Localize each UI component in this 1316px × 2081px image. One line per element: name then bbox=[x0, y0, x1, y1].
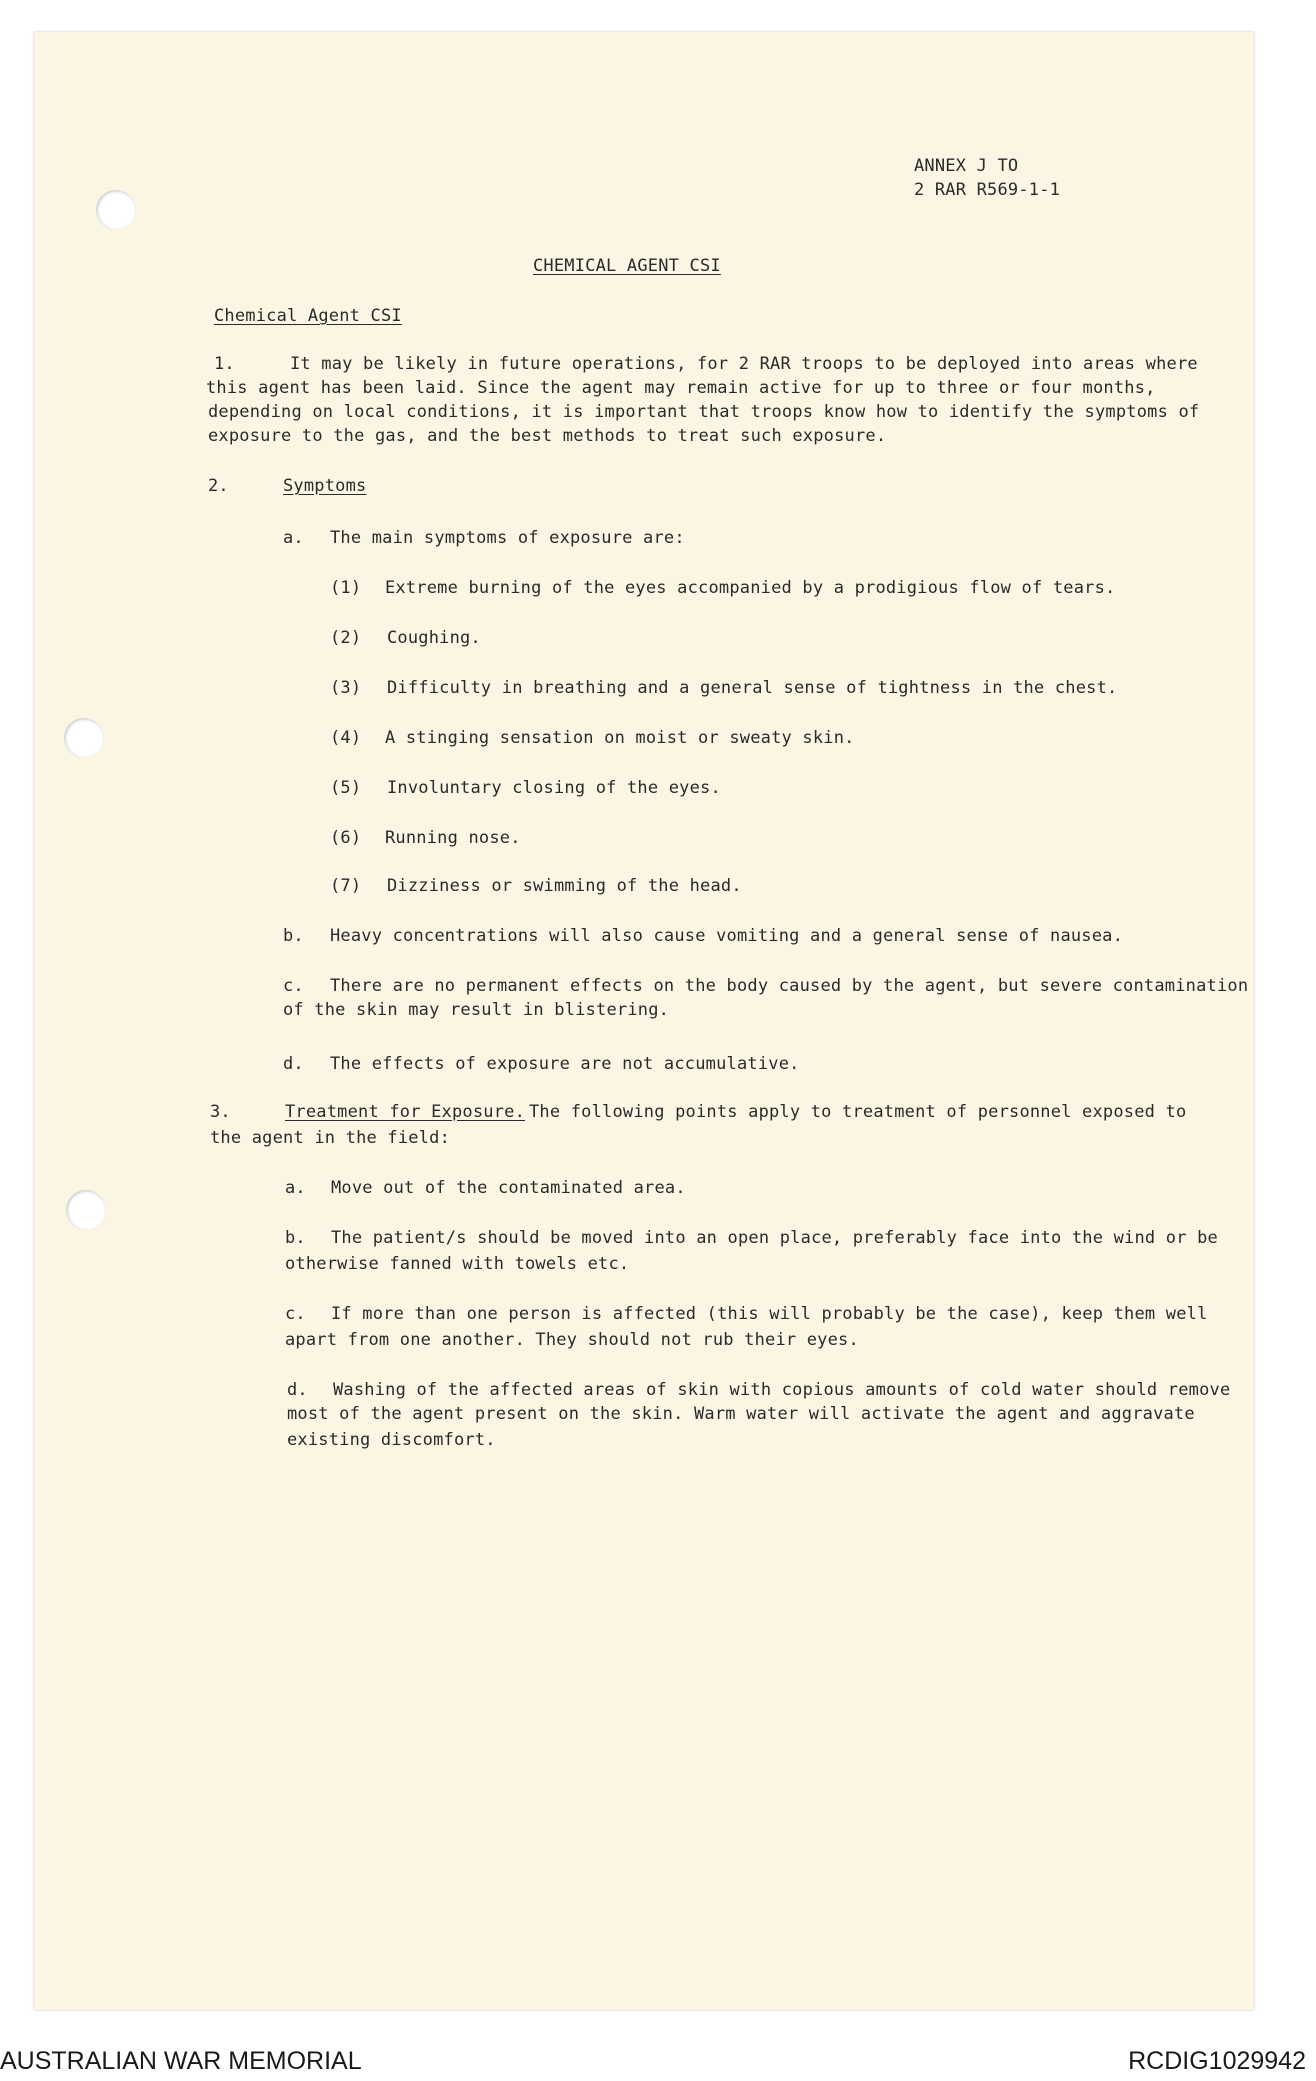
item-text: Heavy concentrations will also cause vomiting and a general sense of nausea. bbox=[330, 926, 1124, 946]
record-id: RCDIG1029942 bbox=[1128, 2047, 1306, 2075]
item-text: most of the agent present on the skin. Warm water will activate the agent and aggravate bbox=[287, 1404, 1195, 1424]
item-text: existing discomfort. bbox=[287, 1430, 496, 1450]
section-subheading: Chemical Agent CSI bbox=[214, 306, 402, 326]
punch-hole bbox=[96, 190, 136, 230]
symptom-text: Extreme burning of the eyes accompanied by a prodigious flow of tears. bbox=[385, 578, 1116, 598]
paragraph-number: 1. bbox=[214, 354, 235, 374]
symptom-text: Difficulty in breathing and a general sense of tightness in the chest. bbox=[387, 678, 1118, 698]
punch-hole bbox=[64, 718, 104, 758]
annex-reference: ANNEX J TO bbox=[914, 156, 1019, 176]
paragraph-line: The following points apply to treatment of personnel exposed to bbox=[529, 1102, 1187, 1122]
paragraph-line: exposure to the gas, and the best methods to treat such exposure. bbox=[208, 426, 887, 446]
item-label: b. bbox=[283, 926, 304, 946]
symptom-text: A stinging sensation on moist or sweaty skin. bbox=[385, 728, 855, 748]
paragraph-line: depending on local conditions, it is important that troops know how to identify the symptoms of bbox=[208, 402, 1200, 422]
item-text: There are no permanent effects on the body caused by the agent, but severe contamination bbox=[330, 976, 1249, 996]
file-reference: 2 RAR R569-1-1 bbox=[914, 180, 1061, 200]
item-text: Washing of the affected areas of skin with copious amounts of cold water should remove bbox=[333, 1380, 1231, 1400]
item-text: The effects of exposure are not accumulative. bbox=[330, 1054, 800, 1074]
item-text: The main symptoms of exposure are: bbox=[330, 528, 685, 548]
symptom-text: Running nose. bbox=[385, 828, 521, 848]
item-text: of the skin may result in blistering. bbox=[283, 1000, 670, 1020]
symptom-number: (3) bbox=[330, 678, 362, 698]
punch-hole bbox=[66, 1190, 106, 1230]
item-label: d. bbox=[283, 1054, 304, 1074]
archive-credit: AUSTRALIAN WAR MEMORIAL bbox=[0, 2047, 362, 2075]
symptom-text: Coughing. bbox=[387, 628, 481, 648]
symptom-text: Dizziness or swimming of the head. bbox=[387, 876, 742, 896]
item-label: a. bbox=[285, 1178, 306, 1198]
symptom-number: (1) bbox=[330, 578, 362, 598]
paragraph-number: 2. bbox=[208, 476, 229, 496]
item-label: c. bbox=[285, 1304, 306, 1324]
paragraph-line: this agent has been laid. Since the agent may remain active for up to three or four months, bbox=[206, 378, 1156, 398]
paragraph-line: It may be likely in future operations, for 2 RAR troops to be deployed into areas where bbox=[290, 354, 1198, 374]
symptom-number: (7) bbox=[330, 876, 362, 896]
item-text: The patient/s should be moved into an open place, preferably face into the wind or be bbox=[331, 1228, 1218, 1248]
page-title: CHEMICAL AGENT CSI bbox=[533, 256, 721, 276]
item-label: a. bbox=[283, 528, 304, 548]
item-label: b. bbox=[285, 1228, 306, 1248]
item-text: Move out of the contaminated area. bbox=[331, 1178, 686, 1198]
section-heading-treatment: Treatment for Exposure. bbox=[285, 1102, 526, 1122]
symptom-number: (5) bbox=[330, 778, 362, 798]
paragraph-number: 3. bbox=[210, 1102, 231, 1122]
item-label: c. bbox=[283, 976, 304, 996]
item-label: d. bbox=[287, 1380, 308, 1400]
section-heading-symptoms: Symptoms bbox=[283, 476, 367, 496]
symptom-text: Involuntary closing of the eyes. bbox=[387, 778, 721, 798]
symptom-number: (4) bbox=[330, 728, 362, 748]
paragraph-line: the agent in the field: bbox=[210, 1128, 451, 1148]
item-text: otherwise fanned with towels etc. bbox=[285, 1254, 630, 1274]
symptom-number: (2) bbox=[330, 628, 362, 648]
item-text: If more than one person is affected (this will probably be the case), keep them well bbox=[331, 1304, 1208, 1324]
item-text: apart from one another. They should not rub their eyes. bbox=[285, 1330, 859, 1350]
symptom-number: (6) bbox=[330, 828, 362, 848]
